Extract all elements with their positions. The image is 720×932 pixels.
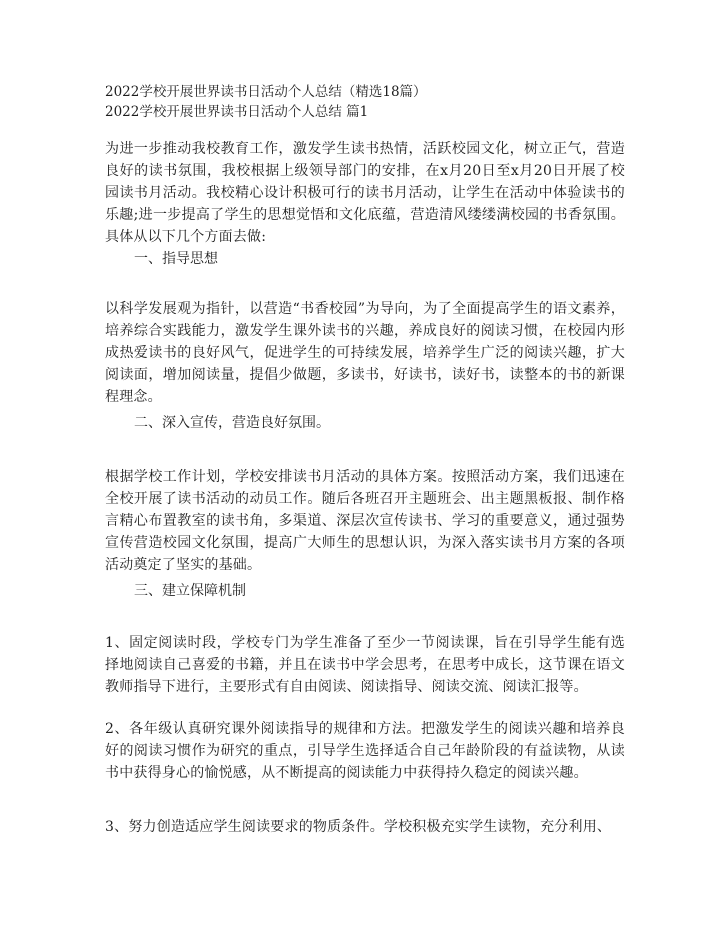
list-item-material-conditions: 3、努力创造适应学生阅读要求的物质条件。学校积极充实学生读物，充分利用、: [105, 819, 612, 835]
section-heading-support-mechanism: 三、建立保障机制: [134, 583, 246, 599]
section-paragraph-publicity: 根据学校工作计划，学校安排读书月活动的具体方案。按照活动方案，我们迅速在全校开展了读书活动的动员工作。随后各班召开主题班会、出主题黑板报、制作格言精心布置教室的读书角，多渠道、深层次宣传读书、学习的重要意义，通过强势宣传营造校园文化氛围，提高广大师生的思想认识，为深入落实读书月方案的各项活动奠定了坚实的基础。: [105, 469, 625, 573]
section-paragraph-guiding-ideology: 以科学发展观为指针，以营造“书香校园”为导向，为了全面提高学生的语文素养，培养综合实践能力，激发学生课外读书的兴趣，养成良好的阅读习惯，在校园内形成热爱读书的良好风气，促进学生的可持续发展，培养学生广泛的阅读兴趣，扩大阅读面，增加阅读量，提倡少做题，多读书，好读书，读好书，读整本的书的新课程理念。: [105, 301, 625, 405]
document-subtitle: 2022学校开展世界读书日活动个人总结 篇1: [105, 104, 369, 120]
section-heading-publicity: 二、深入宣传，营造良好氛围。: [134, 415, 330, 431]
section-heading-guiding-ideology: 一、指导思想: [134, 251, 218, 267]
list-item-reading-guidance-research: 2、各年级认真研究课外阅读指导的规律和方法。把激发学生的阅读兴趣和培养良好的阅读习惯作为研究的重点，引导学生选择适合自己年龄阶段的有益读物，从读书中获得身心的愉悦感，从不断提高的阅读能力中获得持久稳定的阅读兴趣。: [105, 721, 625, 781]
document-title: 2022学校开展世界读书日活动个人总结（精选18篇）: [105, 84, 427, 100]
list-item-fixed-reading-time: 1、固定阅读时段，学校专门为学生准备了至少一节阅读课，旨在引导学生能有选择地阅读自己喜爱的书籍，并且在读书中学会思考，在思考中成长，这节课在语文教师指导下进行，主要形式有自由阅读、阅读指导、阅读交流、阅读汇报等。: [105, 635, 625, 695]
intro-paragraph: 为进一步推动我校教育工作，激发学生读书热情，活跃校园文化，树立正气，营造良好的读书氛围，我校根据上级领导部门的安排，在x月20日至x月20日开展了校园读书月活动。我校精心设计积极可行的读书月活动，让学生在活动中体验读书的乐趣;进一步提高了学生的思想觉悟和文化底蕴，营造清风缕缕满校园的书香氛围。具体从以下几个方面去做:: [105, 141, 625, 245]
